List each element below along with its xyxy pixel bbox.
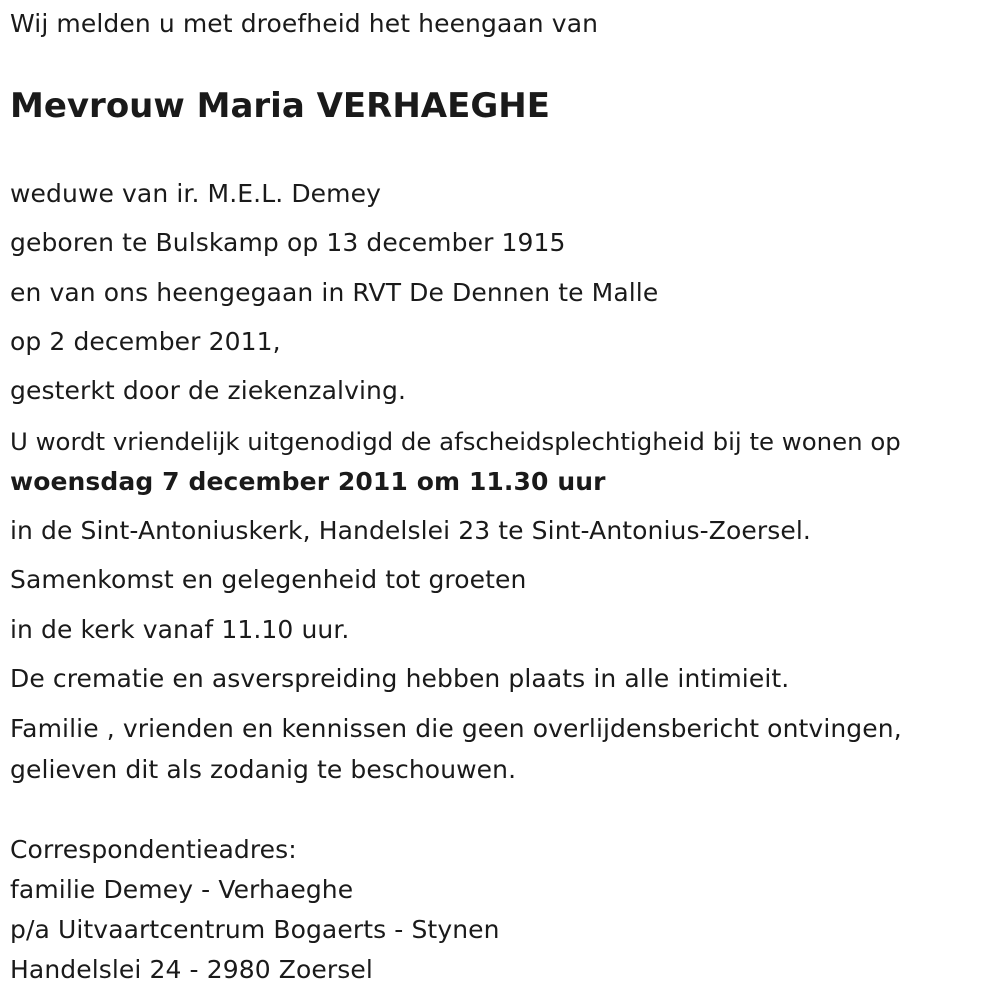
correspondence-heading: Correspondentieadres: — [10, 835, 297, 864]
intro-line: Wij melden u met droefheid het heengaan van — [10, 9, 599, 38]
sacrament-line: gesterkt door de ziekenzalving. — [10, 376, 406, 405]
correspondence-address: Handelslei 24 - 2980 Zoersel — [10, 955, 373, 984]
widow-line: weduwe van ir. M.E.L. Demey — [10, 179, 381, 208]
passing-date-line: op 2 december 2011, — [10, 327, 281, 356]
passing-place-line: en van ons heengegaan in RVT De Dennen te Malle — [10, 278, 659, 307]
birth-line: geboren te Bulskamp op 13 december 1915 — [10, 228, 566, 257]
gathering-line: Samenkomst en gelegenheid tot groeten — [10, 565, 527, 594]
notice-line-2: gelieven dit als zodanig te beschouwen. — [10, 755, 517, 784]
correspondence-care-of: p/a Uitvaartcentrum Bogaerts - Stynen — [10, 915, 500, 944]
church-address-line: in de Sint-Antoniuskerk, Handelslei 23 te Sint-Antonius-Zoersel. — [10, 516, 811, 545]
invitation-line: U wordt vriendelijk uitgenodigd de afscheidsplechtigheid bij te wonen op — [10, 427, 901, 456]
gathering-time-line: in de kerk vanaf 11.10 uur. — [10, 615, 350, 644]
deceased-name: Mevrouw Maria VERHAEGHE — [10, 86, 550, 126]
ceremony-datetime: woensdag 7 december 2011 om 11.30 uur — [10, 467, 606, 496]
correspondence-family: familie Demey - Verhaeghe — [10, 875, 354, 904]
notice-line-1: Familie , vrienden en kennissen die geen overlijdensbericht ontvingen, — [10, 714, 902, 743]
cremation-line: De crematie en asverspreiding hebben plaats in alle intimieit. — [10, 664, 790, 693]
